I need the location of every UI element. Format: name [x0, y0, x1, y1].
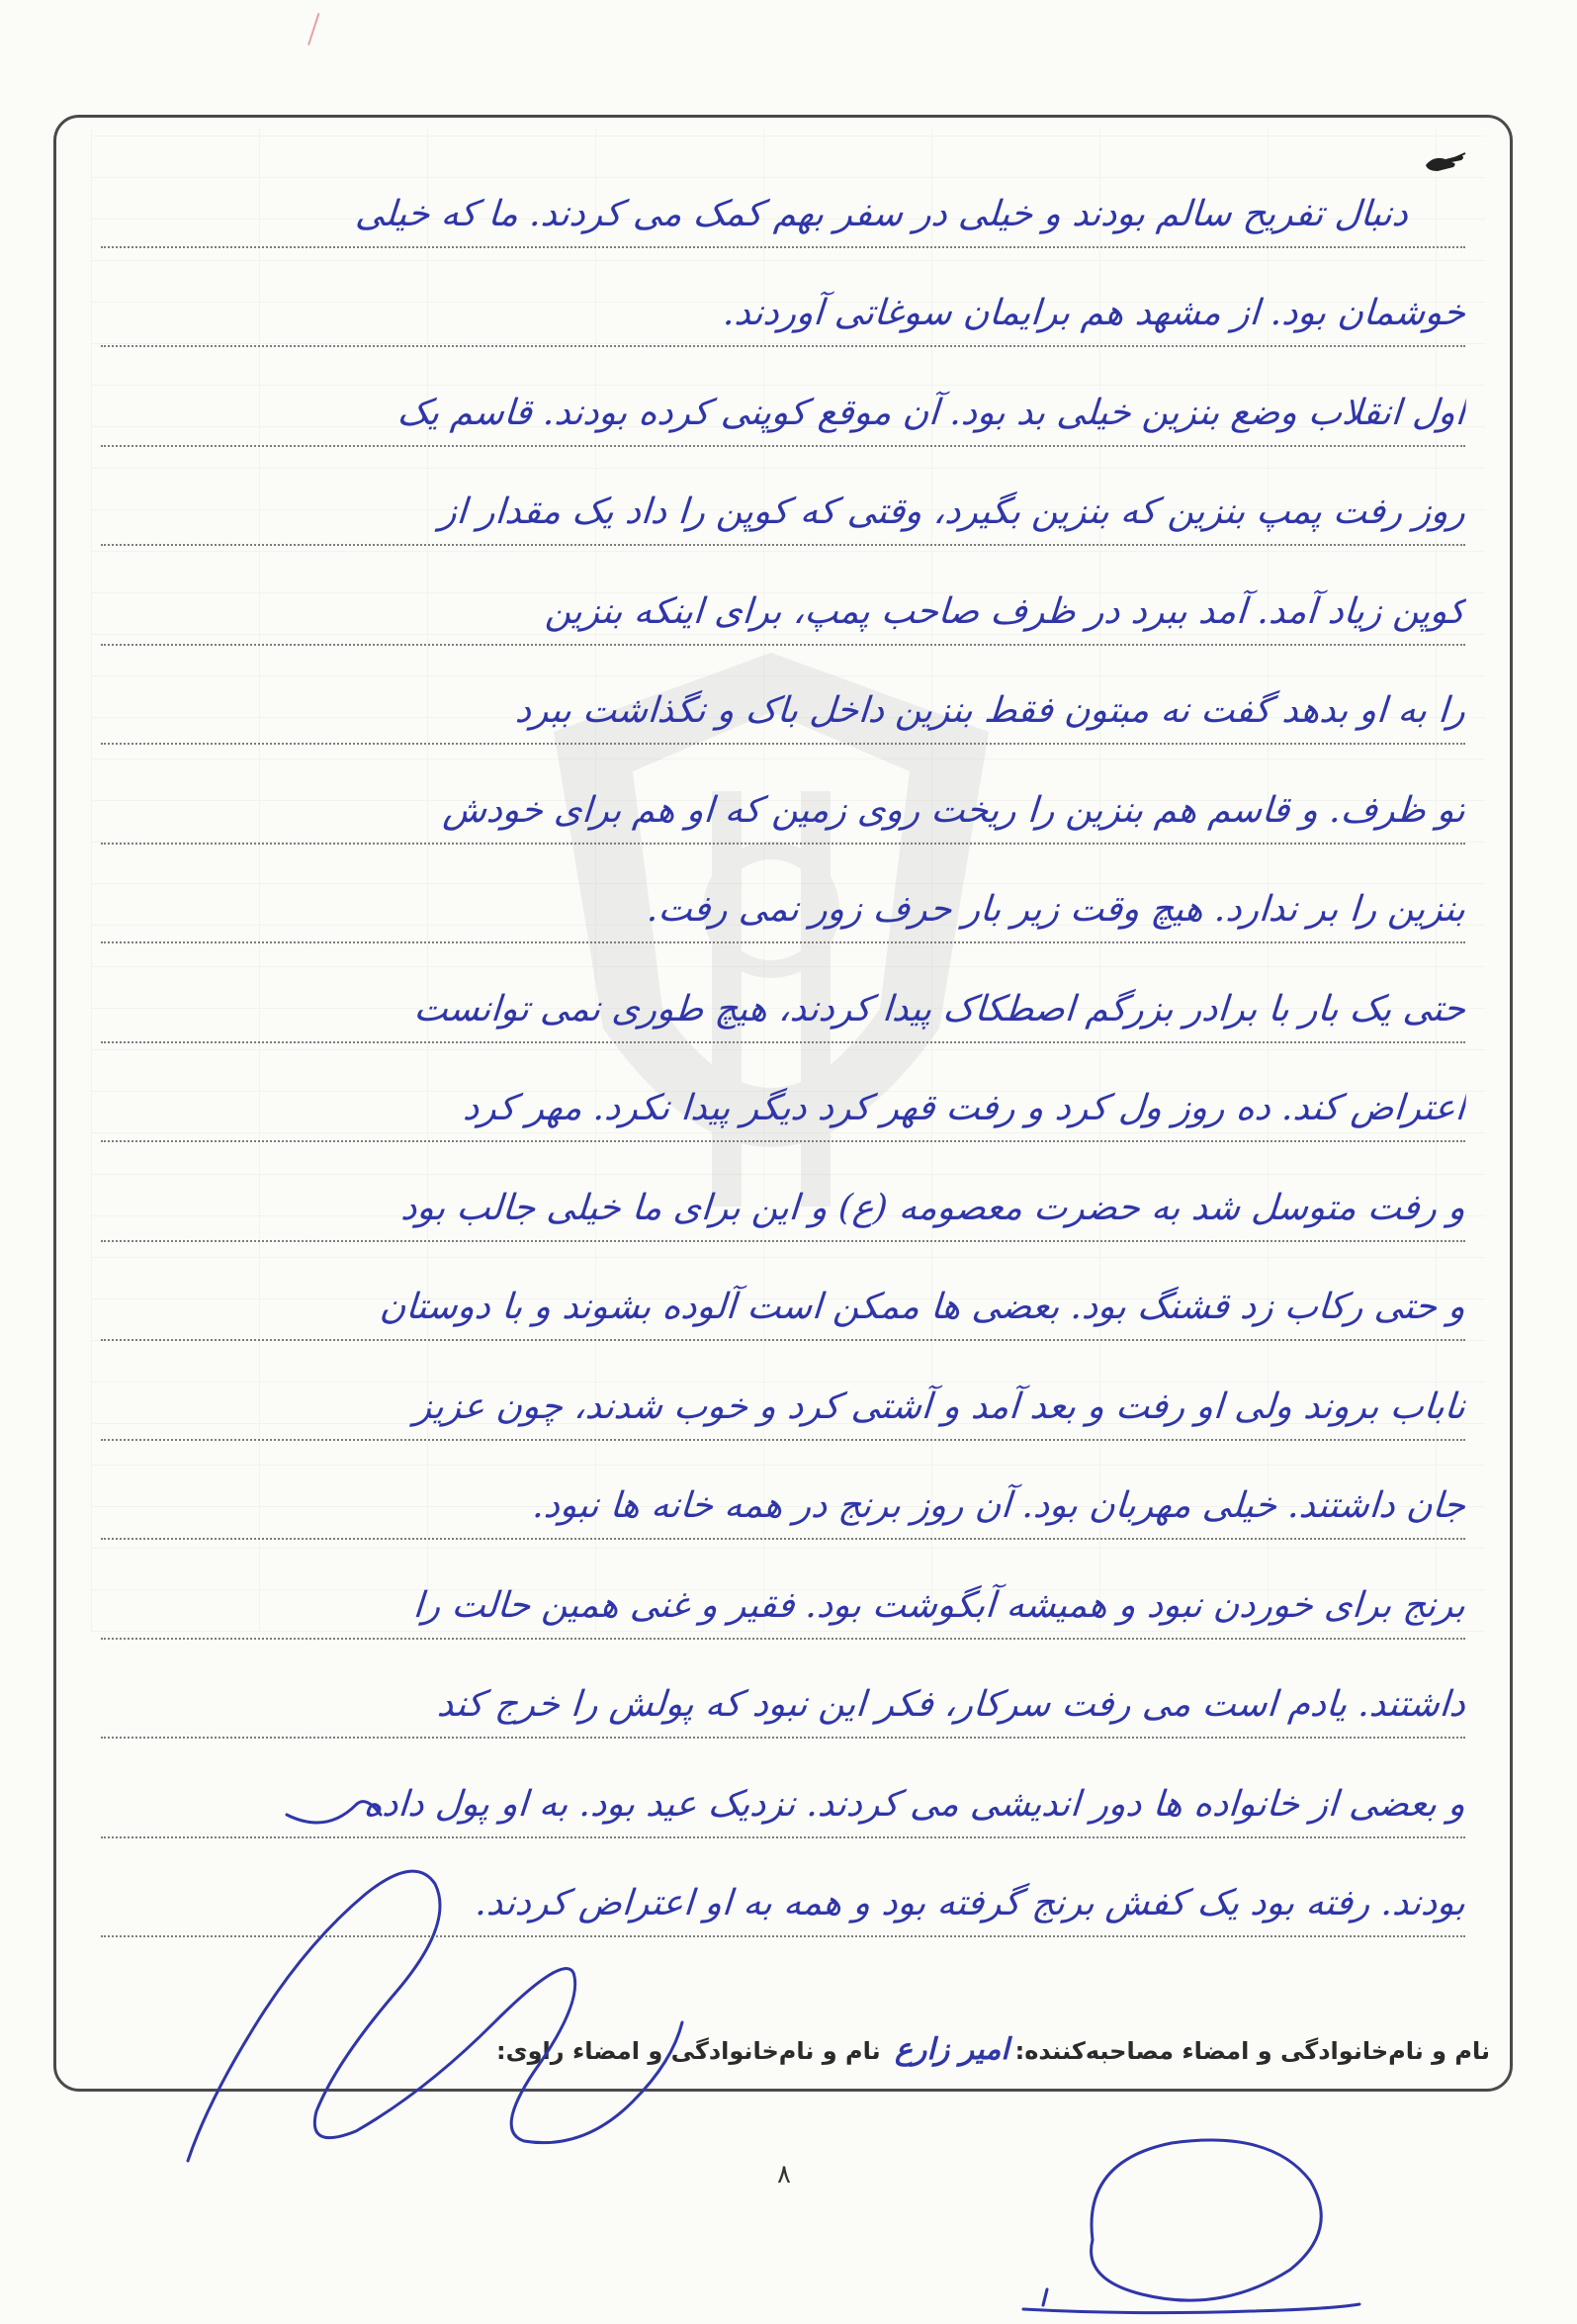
line-text: و حتی رکاب زد قشنگ بود. بعضی ها ممکن است آلوده بشوند و با دوستان	[378, 1287, 1467, 1327]
line-text: روز رفت پمپ بنزین که بنزین بگیرد، وقتی که کوپن را داد یک مقدار از	[438, 492, 1467, 532]
page-number: ۸	[777, 2160, 791, 2190]
line-text: و بعضی از خانواده ها دور اندیشی می کردند. نزدیک عید بود. به او پول داده	[362, 1783, 1467, 1825]
line-text: حتی یک بار با برادر بزرگم اصطکاک پیدا کردند، هیچ طوری نمی توانست	[412, 988, 1467, 1029]
text-line	[101, 646, 1465, 746]
line-text: داشتند. یادم است می رفت سرکار، فکر این نبود که پولش را خرج کند	[435, 1684, 1467, 1725]
text-line	[101, 1341, 1465, 1441]
text-line	[101, 248, 1465, 348]
text-line	[101, 1441, 1465, 1541]
text-line	[101, 745, 1465, 845]
text-line	[101, 347, 1465, 447]
interviewer-label: نام و نام‌خانوادگی و امضاء مصاحبه‌کننده:	[1014, 2037, 1490, 2065]
line-text: ناباب بروند ولی او رفت و بعد آمد و آشتی کرد و خوب شدند، چون عزیز	[412, 1385, 1467, 1427]
text-line	[101, 1142, 1465, 1242]
narrator-signature	[1013, 2121, 1369, 2324]
line-text: و رفت متوسل شد به حضرت معصومه (ع) و این برای ما خیلی جالب بود	[399, 1187, 1467, 1228]
line-text: اعتراض کند. ده روز ول کرد و رفت قهر کرد دیگر پیدا نکرد. مهر کرد	[462, 1088, 1467, 1128]
text-line	[101, 1540, 1465, 1640]
line-text: بنزین را بر ندارد. هیچ وقت زیر بار حرف زور نمی رفت.	[646, 889, 1467, 930]
text-line	[101, 943, 1465, 1043]
text-line	[101, 447, 1465, 547]
line-text: اول انقلاب وضع بنزین خیلی بد بود. آن موقع کوپنی کرده بودند. قاسم یک	[395, 392, 1467, 433]
handwritten-lines	[101, 148, 1465, 1937]
line-text: تو ظرف. و قاسم هم بنزین را ریخت روی زمین که او هم برای خودش	[441, 789, 1467, 831]
text-line	[101, 1640, 1465, 1740]
text-line	[101, 1043, 1465, 1143]
corner-pen-mark	[307, 13, 329, 48]
text-line	[101, 546, 1465, 646]
line-text: برنج برای خوردن نبود و همیشه آبگوشت بود. فقیر و غنی همین حالت را	[411, 1584, 1467, 1626]
interviewer-signature	[168, 1775, 702, 2190]
line-text: خوشمان بود. از مشهد هم برایمان سوغاتی آوردند.	[722, 293, 1467, 333]
line-text: را به او بدهد گفت نه مبتون فقط بنزین داخل باک و نگذاشت ببرد	[513, 690, 1467, 731]
text-line	[101, 845, 1465, 944]
line-text: کوپن زیاد آمد. آمد ببرد در ظرف صاحب پمپ، برای اینکه بنزین	[544, 590, 1467, 632]
interviewer-name: امیر زارع	[894, 2032, 1009, 2067]
line-text: بودند. رفته بود یک کفش برنج گرفته بود و همه به او اعتراض کردند.	[474, 1883, 1467, 1923]
text-line	[101, 148, 1465, 248]
text-line	[101, 1242, 1465, 1342]
line-text: جان داشتند. خیلی مهربان بود. آن روز برنج در همه خانه ها نبود.	[531, 1485, 1467, 1526]
line-text: دنبال تفریح سالم بودند و خیلی در سفر بهم کمک می کردند. ما که خیلی	[354, 193, 1410, 234]
narrator-label: نام و نام‌خانوادگی و امضاء راوی:	[496, 2037, 881, 2065]
